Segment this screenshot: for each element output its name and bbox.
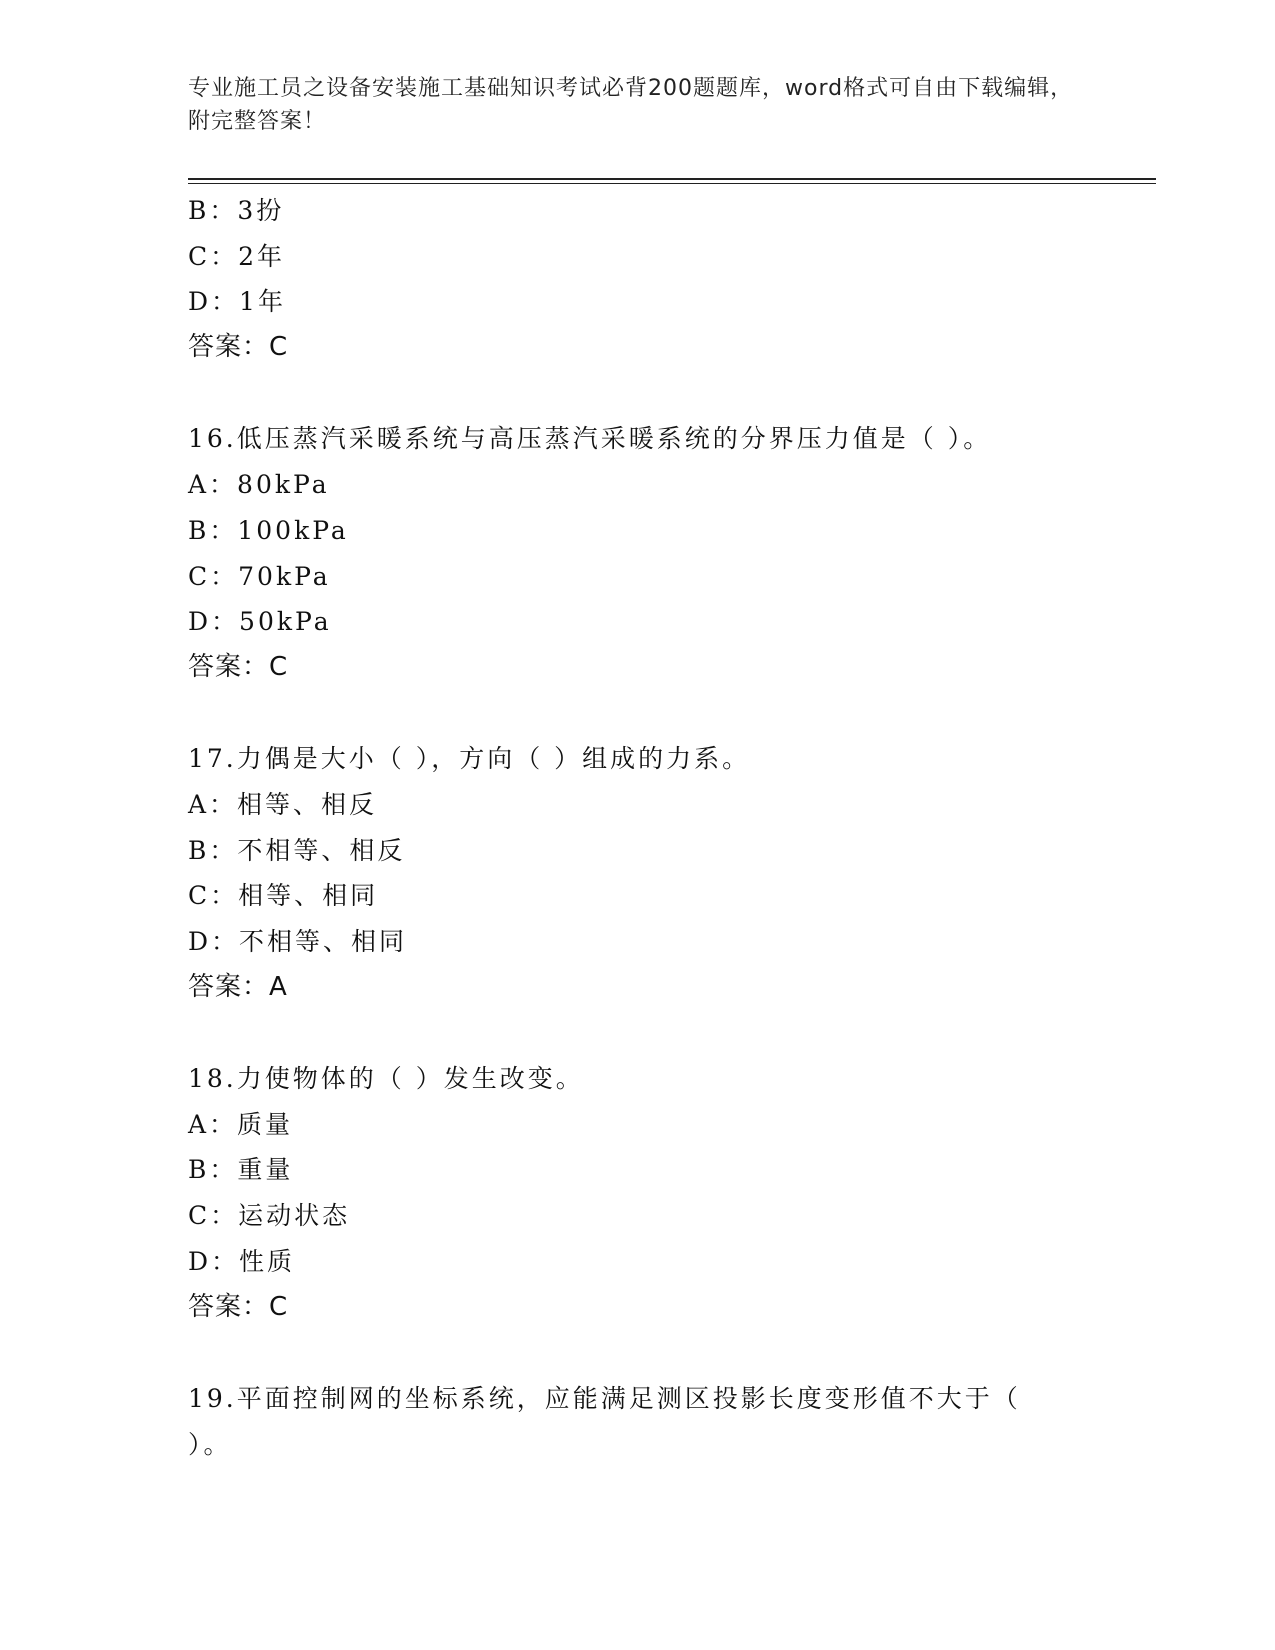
option-d: D：性质 [188, 1246, 296, 1276]
header-divider [188, 178, 1156, 180]
option-c: C：相等、相同 [188, 881, 379, 911]
spacer [188, 691, 1128, 737]
answer: 答案：C [188, 332, 289, 363]
question-18 [188, 1056, 1128, 1330]
option-b: B：不相等、相反 [188, 835, 406, 865]
question-17 [188, 736, 1128, 1010]
question-16 [188, 416, 1128, 690]
spacer [188, 371, 1128, 417]
option-c: C：70kPa [188, 561, 331, 591]
answer: 答案：A [188, 971, 288, 1002]
option-b: B：100kPa [188, 515, 349, 545]
option-d: D：1年 [188, 287, 286, 317]
question-stem: 18.力使物体的（ ）发生改变。 [188, 1064, 584, 1094]
question-19 [188, 1376, 1128, 1467]
question-list [188, 188, 1128, 1467]
question-stem: 16.低压蒸汽采暖系统与高压蒸汽采暖系统的分界压力值是（ ）。 [188, 424, 992, 454]
option-c: C：运动状态 [188, 1201, 351, 1231]
question-stem-line-2: ）。 [188, 1429, 232, 1459]
document-header: 专业施工员之设备安装施工基础知识考试必背200题题库，word格式可自由下载编辑，附完整答案！ [188, 76, 1074, 134]
option-d: D：50kPa [188, 607, 332, 637]
option-b: B：重量 [188, 1155, 294, 1185]
option-c: C：2年 [188, 241, 286, 271]
option-a: A：相等、相反 [188, 789, 378, 819]
option-a: A：质量 [188, 1109, 294, 1139]
spacer [188, 1330, 1128, 1376]
option-b: B：3扮 [188, 196, 285, 225]
question-stem: 17.力偶是大小（ ），方向（ ）组成的力系。 [188, 744, 751, 774]
option-a: A：80kPa [188, 470, 330, 500]
question-stem-line-1: 19.平面控制网的坐标系统，应能满足测区投影长度变形值不大于（ [188, 1383, 1021, 1413]
spacer [188, 1010, 1128, 1056]
header-divider-thin [188, 183, 1156, 184]
answer: 答案：C [188, 651, 289, 682]
answer: 答案：C [188, 1291, 289, 1322]
option-d: D：不相等、相同 [188, 927, 408, 956]
question-15 [188, 188, 1128, 371]
